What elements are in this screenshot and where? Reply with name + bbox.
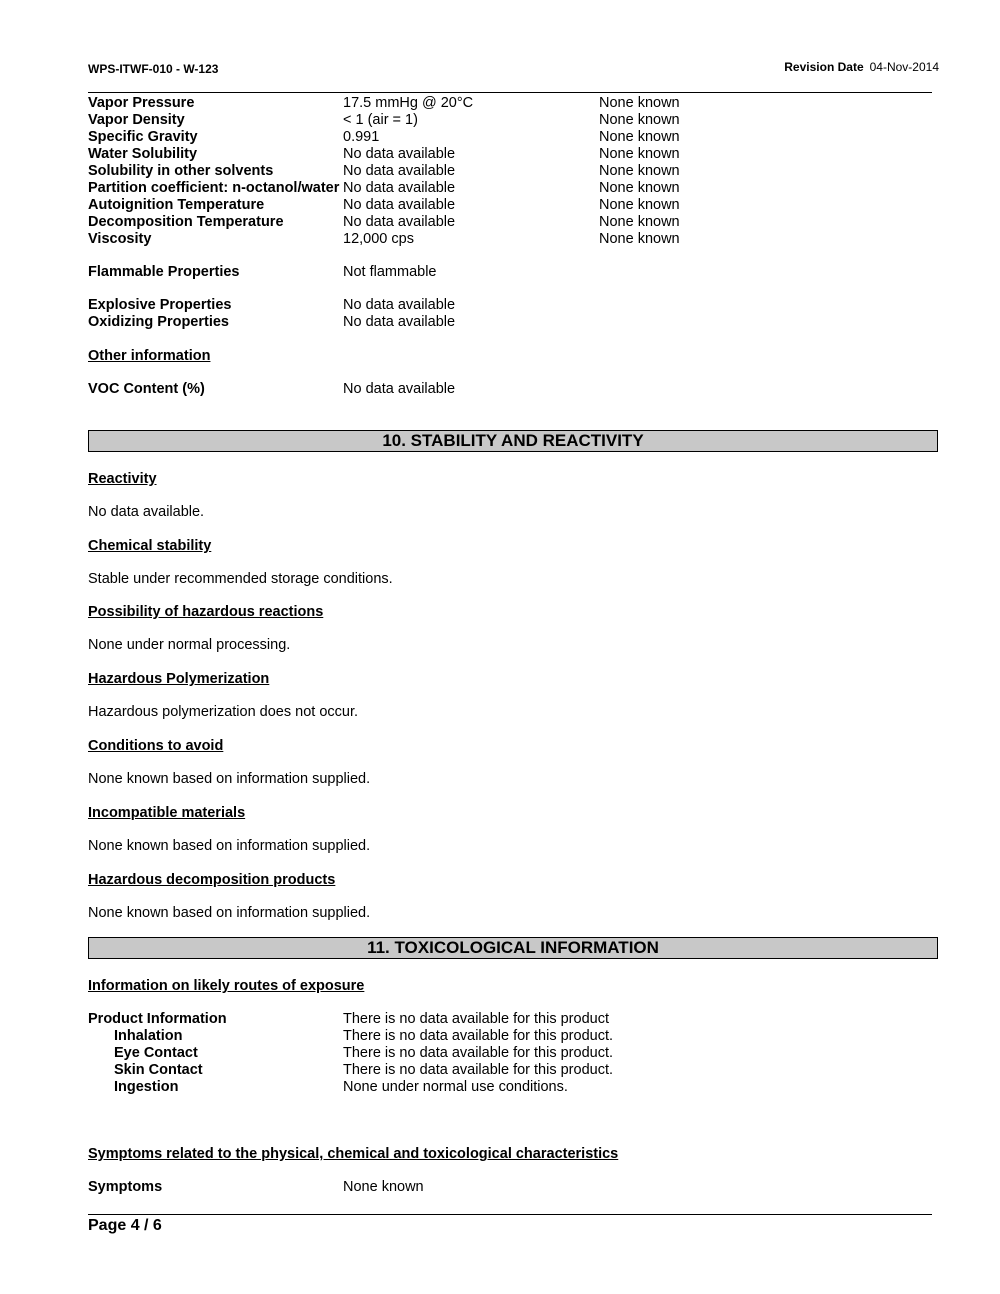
eye-contact-label: Eye Contact: [114, 1045, 198, 1061]
voc-value: No data available: [343, 381, 456, 397]
property-remarks: None known: [599, 231, 680, 247]
explosive-value: No data available: [343, 297, 456, 313]
inhalation-label: Inhalation: [114, 1028, 183, 1044]
flammable-label: Flammable Properties: [88, 264, 240, 280]
symptoms-heading: Symptoms related to the physical, chemical and toxicological characteristics: [88, 1146, 619, 1162]
property-name: Vapor Density: [88, 112, 185, 128]
property-remarks: None known: [599, 112, 680, 128]
property-name: Solubility in other solvents: [88, 163, 274, 179]
property-value: 12,000 cps: [343, 231, 414, 247]
product-info-label: Product Information: [88, 1011, 227, 1027]
property-name: Decomposition Temperature: [88, 214, 284, 230]
oxidizing-label: Oxidizing Properties: [88, 314, 229, 330]
eye-contact-value: There is no data available for this product.: [343, 1045, 614, 1061]
symptoms-value: None known: [343, 1179, 424, 1195]
property-name: Partition coefficient: n-octanol/water: [88, 180, 340, 196]
header-rule: [88, 92, 932, 93]
property-name: Specific Gravity: [88, 129, 198, 145]
revision-label: Revision Date: [784, 60, 864, 74]
conditions-to-avoid-heading: Conditions to avoid: [88, 738, 224, 754]
property-remarks: None known: [599, 95, 680, 111]
ingestion-value: None under normal use conditions.: [343, 1079, 568, 1095]
decomposition-products-text: None known based on information supplied.: [88, 905, 371, 921]
property-remarks: None known: [599, 163, 680, 179]
skin-contact-value: There is no data available for this product.: [343, 1062, 614, 1078]
property-name: Vapor Pressure: [88, 95, 195, 111]
flammable-value: Not flammable: [343, 264, 437, 280]
property-value: No data available: [343, 214, 456, 230]
incompatible-materials-text: None known based on information supplied.: [88, 838, 371, 854]
page-number: Page 4 / 6: [88, 1217, 162, 1234]
section-10-banner: 10. STABILITY AND REACTIVITY: [88, 430, 938, 452]
revision-date: 04-Nov-2014: [869, 60, 939, 74]
property-remarks: None known: [599, 214, 680, 230]
hazardous-polymerization-text: Hazardous polymerization does not occur.: [88, 704, 359, 720]
skin-contact-label: Skin Contact: [114, 1062, 203, 1078]
document-id: WPS-ITWF-010 - W-123: [88, 62, 219, 76]
product-info-value: There is no data available for this product: [343, 1011, 609, 1027]
property-value: No data available: [343, 146, 456, 162]
inhalation-value: There is no data available for this product.: [343, 1028, 614, 1044]
property-name: Autoignition Temperature: [88, 197, 265, 213]
property-name: Viscosity: [88, 231, 152, 247]
routes-heading: Information on likely routes of exposure: [88, 978, 365, 994]
symptoms-label: Symptoms: [88, 1179, 163, 1195]
explosive-label: Explosive Properties: [88, 297, 232, 313]
voc-label: VOC Content (%): [88, 381, 205, 397]
property-value: 17.5 mmHg @ 20°C: [343, 95, 474, 111]
reactivity-heading: Reactivity: [88, 471, 157, 487]
property-remarks: None known: [599, 146, 680, 162]
chemical-stability-heading: Chemical stability: [88, 538, 212, 554]
oxidizing-value: No data available: [343, 314, 456, 330]
footer-rule: [88, 1214, 932, 1215]
property-value: 0.991: [343, 129, 380, 145]
hazardous-reactions-text: None under normal processing.: [88, 637, 291, 653]
other-info-heading: Other information: [88, 348, 211, 364]
property-value: No data available: [343, 163, 456, 179]
property-name: Water Solubility: [88, 146, 198, 162]
section-11-banner: 11. TOXICOLOGICAL INFORMATION: [88, 937, 938, 959]
incompatible-materials-heading: Incompatible materials: [88, 805, 246, 821]
property-value: No data available: [343, 197, 456, 213]
revision-info: [784, 60, 939, 74]
conditions-to-avoid-text: None known based on information supplied.: [88, 771, 371, 787]
ingestion-label: Ingestion: [114, 1079, 179, 1095]
chemical-stability-text: Stable under recommended storage conditions.: [88, 571, 393, 587]
property-remarks: None known: [599, 180, 680, 196]
hazardous-polymerization-heading: Hazardous Polymerization: [88, 671, 270, 687]
property-remarks: None known: [599, 129, 680, 145]
reactivity-text: No data available.: [88, 504, 205, 520]
property-value: No data available: [343, 180, 456, 196]
decomposition-products-heading: Hazardous decomposition products: [88, 872, 336, 888]
property-remarks: None known: [599, 197, 680, 213]
hazardous-reactions-heading: Possibility of hazardous reactions: [88, 604, 324, 620]
property-value: < 1 (air = 1): [343, 112, 418, 128]
